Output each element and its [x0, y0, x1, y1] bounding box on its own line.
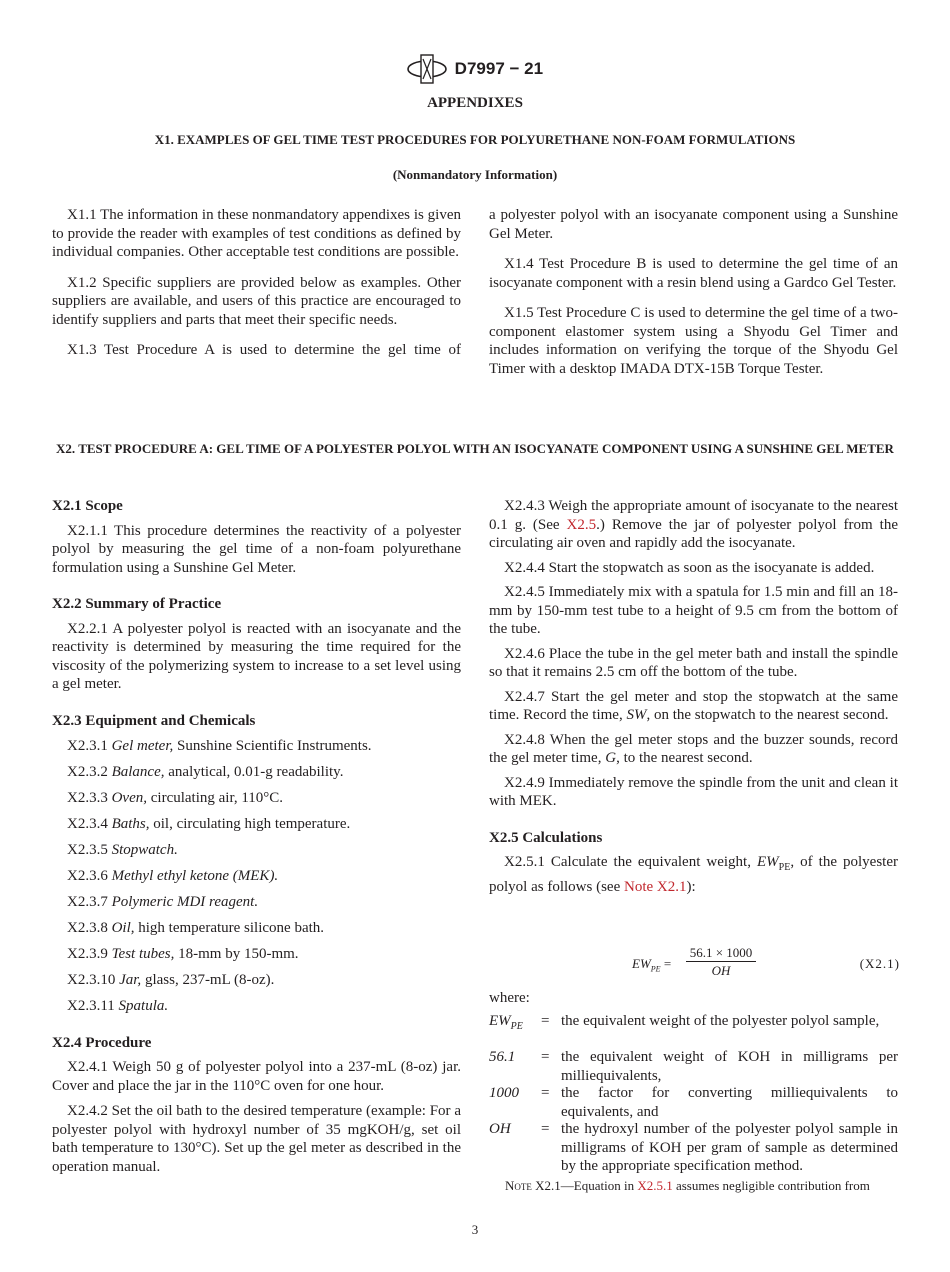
- document-page: D7997 − 21 APPENDIXES X1. EXAMPLES OF GEL TIME TEST PROCEDURES FOR POLYURETHANE NON-FOAM FORMULATIONS (Nonmandatory Information) X1.1 The information in these nonmandatory appendixes is given to provide the reader with examples of test conditions as defined by individual companies. Other acceptable test conditions are possible. X1.2 Specific suppliers are provided below as examples. Other suppliers are available, and users of this practice are encouraged to identify suppliers and parts that meet their specific needs. X1.3 Test Procedure A is used to determine the gel time of a polyester polyol with an isocyanate component using a Sunshine Gel Meter. X1.4 Test Procedure B is used to determine the gel time of an isocyanate component with a resin blend using a Gardco Gel Tester. X1.5 Test Procedure C is used to determine the gel time of a two-component elastomer system using a Shyodu Gel Timer and includes information on verifying the torque of the Shyodu Gel Timer with a desktop IMADA DTX-15B Torque Tester. X2. TEST PROCEDURE A: GEL TIME OF A POLYESTER POLYOL WITH AN ISOCYANATE COMPONENT USING A SUNSHINE GEL METER X2.1 Scope X2.1.1 This procedure determines the reactivity of a polyester polyol by measuring the gel time of a non-foam polyurethane formulation using a Sunshine Gel Meter. X2.2 Summary of Practice X2.2.1 A polyester polyol is reacted with an isocyanate and the reactivity is determined by measuring the time required for the viscosity of the polymerizing system to increase to a set level using a gel meter. X2.3 Equipment and Chemicals X2.3.1 Gel meter, Sunshine Scientific Instruments. X2.3.2 Balance, analytical, 0.01-g readability. X2.3.3 Oven, circulating air, 110°C. X2.3.4 Baths, oil, circulating high temperature. X2.3.5 Stopwatch. X2.3.6 Methyl ethyl ketone (MEK). X2.3.7 Polymeric MDI reagent. X2.3.8 Oil, high temperature silicone bath. X2.3.9 Test tubes, 18-mm by 150-mm. X2.3.10 Jar, glass, 237-mL (8-oz). X2.3.11 Spatula. X2.4 Procedure X2.4.1 Weigh 50 g of polyester polyol into a 237-mL (8-oz) jar. Cover and place the jar in the 110°C oven for one hour. X2.4.2 Set the oil bath to the desired temperature (example: For a polyester polyol with hydroxyl number of 35 mgKOH/g, set oil bath temperature to 130°C). Set up the gel meter as described in the operation manual. X2.4.3 Weigh the appropriate amount of isocyanate to the nearest 0.1 g. (See X2.5.) Remove the jar of polyester polyol from the circulating air oven and rapidly add the isocyanate. X2.4.4 Start the stopwatch as soon as the isocyanate is added. X2.4.5 Immediately mix with a spatula for 1.5 min and fill an 18-mm by 150-mm test tube to a height of 9.5 cm from the bottom of the tube. X2.4.6 Place the tube in the gel meter bath and install the spindle so that it remains 2.5 cm off the bottom of the tube. X2.4.7 Start the gel meter and stop the stopwatch at the same time. Record the time, SW, on the stopwatch to the nearest second. X2.4.8 When the gel meter stops and the buzzer sounds, record the gel meter time, G, to the nearest second. X2.4.9 Immediately remove the spindle from the unit and clean it with MEK. X2.5 Calculations X2.5.1 Calculate the equivalent weight, $EW_{PE}$, of the polyester polyol as follows (see Note X2.1): $EW_{PE}$ = $\frac{56.1 \times 1000}{OH}$ (X2.1) where: $EW_{PE}$ = the equivalent weight of the polyester polyol sample, 56.1 = the equivalent weight of KOH in milligrams per milliequivalents, 1000 = the factor for converting milliequivalents to equivalents, and OH = the hydroxyl number of the polyester polyol sample in milligrams of KOH per gram of sample as determined by the appropriate specification method. Note X2.1—Equation in X2.5.1 assumes negligible contribution from 3: [0, 0, 950, 1272]
- note-x2-1: Note X2.1—Equation in X2.5.1 assumes negligible contribution from: [505, 1178, 870, 1193]
- equipment-item: X2.3.3 Oven, circulating air, 110°C.: [67, 790, 284, 806]
- x1-paragraph-3: X1.3 Test Procedure A is used to determine the gel time of: [67, 342, 461, 358]
- calculation-step-1: X2.5.1 Calculate the equivalent weight, $EW_{PE}$, of the polyester polyol as follows (see Note X2.1):: [489, 854, 898, 895]
- x1-paragraph-5: X1.5 Test Procedure C is used to determine the gel time of a two-component elastomer system using a Shyodu Gel Timer and includes information on verifying the torque of the Shyodu Gel Timer with a desktop IMADA DTX-15B Torque Tester.: [489, 305, 898, 377]
- summary-text: X2.2.1 A polyester polyol is reacted with an isocyanate and the reactivity is determined by measuring the time required for the viscosity of the polymerizing system to increase to a set level using a gel meter.: [52, 620, 461, 692]
- x1-right-column: [489, 206, 898, 378]
- document-designation: D7997 − 21: [454, 58, 544, 78]
- equipment-item: X2.3.8 Oil, high temperature silicone bath.: [67, 920, 325, 936]
- procedure-step-5: X2.4.5 Immediately mix with a spatula for 1.5 min and fill an 18-mm by 150-mm test tube to a height of 9.5 cm from the bottom of the tube.: [489, 584, 898, 637]
- equipment-item: X2.3.10 Jar, glass, 237-mL (8-oz).: [67, 972, 275, 988]
- scope-text: X2.1.1 This procedure determines the reactivity of a polyester polyol by measuring the gel time of a non-foam polyurethane formulation using a Sunshine Gel Meter.: [52, 522, 461, 576]
- equation-x2-1: [600, 944, 900, 980]
- scope-heading: X2.1 Scope: [52, 498, 123, 514]
- x1-paragraph-2: X1.2 Specific suppliers are provided below as examples. Other suppliers are available, and users of this practice are encouraged to identify suppliers and parts that meet their specific needs.: [52, 274, 461, 328]
- procedure-step-1: X2.4.1 Weigh 50 g of polyester polyol into a 237-mL (8-oz) jar. Cover and place the jar in the 110°C oven for one hour.: [52, 1059, 461, 1094]
- equipment-item: X2.3.1 Gel meter, Sunshine Scientific Instruments.: [67, 738, 372, 754]
- equipment-item: X2.3.5 Stopwatch.: [67, 842, 178, 858]
- equation-denominator: OH: [711, 963, 731, 978]
- page-number: 3: [471, 1222, 479, 1237]
- equipment-item: X2.3.11 Spatula.: [67, 998, 169, 1014]
- procedure-step-9: X2.4.9 Immediately remove the spindle from the unit and clean it with MEK.: [489, 774, 898, 809]
- procedure-step-4: X2.4.4 Start the stopwatch as soon as the isocyanate is added.: [504, 559, 875, 576]
- x1-subtitle: (Nonmandatory Information): [392, 167, 558, 182]
- equation-number: (X2.1): [859, 956, 900, 971]
- x2-5-1-link[interactable]: X2.5.1: [637, 1178, 673, 1193]
- x2-title: X2. TEST PROCEDURE A: GEL TIME OF A POLYESTER POLYOL WITH AN ISOCYANATE COMPONENT USING A SUNSHINE GEL METER: [56, 441, 894, 456]
- x1-left-column: [52, 206, 461, 360]
- equipment-item: X2.3.6 Methyl ethyl ketone (MEK).: [67, 868, 279, 884]
- x2-5-link[interactable]: X2.5: [566, 516, 597, 533]
- procedure-step-3: X2.4.3 Weigh the appropriate amount of isocyanate to the nearest 0.1 g. (See X2.5.) Remove the jar of polyester polyol from the circulating air oven and rapidly add the isocyanate.: [489, 498, 898, 551]
- equipment-list: [52, 737, 461, 1016]
- procedure-step-6: X2.4.6 Place the tube in the gel meter bath and install the spindle so that it remains 2.5 cm off the bottom of the tube.: [489, 645, 898, 680]
- page-header: [0, 54, 950, 84]
- procedure-step-2: X2.4.2 Set the oil bath to the desired temperature (example: For a polyester polyol with hydroxyl number of 35 mgKOH/g, set oil bath temperature to 130°C). Set up the gel meter as described in the operation manual.: [52, 1103, 461, 1175]
- procedure-step-7: X2.4.7 Start the gel meter and stop the stopwatch at the same time. Record the time, SW, on the stopwatch to the nearest second.: [489, 688, 898, 723]
- equipment-item: X2.3.2 Balance, analytical, 0.01-g readability.: [67, 764, 344, 780]
- summary-heading: X2.2 Summary of Practice: [52, 596, 222, 612]
- x1-paragraph-1: X1.1 The information in these nonmandatory appendixes is given to provide the reader with examples of test conditions as defined by individual companies. Other acceptable test conditions are possible.: [52, 207, 461, 260]
- procedure-heading: X2.4 Procedure: [52, 1034, 152, 1051]
- equipment-heading: X2.3 Equipment and Chemicals: [52, 712, 256, 729]
- equipment-item: X2.3.9 Test tubes, 18-mm by 150-mm.: [67, 946, 299, 962]
- astm-logo-icon: [407, 54, 447, 84]
- equation-fraction: [686, 944, 756, 979]
- equation-lhs: $EW_{PE}$ =: [632, 956, 672, 974]
- x1-paragraph-4: X1.4 Test Procedure B is used to determine the gel time of an isocyanate component with a resin blend using a Gardco Gel Tester.: [489, 256, 898, 291]
- x2-right-column: [489, 497, 898, 896]
- equipment-item: X2.3.4 Baths, oil, circulating high temperature.: [67, 816, 351, 832]
- note-x2-1-link[interactable]: Note X2.1: [623, 878, 687, 895]
- where-label: where:: [489, 990, 530, 1006]
- x1-title: X1. EXAMPLES OF GEL TIME TEST PROCEDURES FOR POLYURETHANE NON-FOAM FORMULATIONS: [154, 132, 796, 147]
- appendixes-title: APPENDIXES: [427, 95, 523, 111]
- equipment-item: X2.3.7 Polymeric MDI reagent.: [67, 894, 259, 910]
- procedure-step-8: X2.4.8 When the gel meter stops and the buzzer sounds, record the gel meter time, G, to the nearest second.: [489, 731, 898, 766]
- equation-numerator: 56.1 × 1000: [686, 944, 756, 962]
- x2-left-column: [52, 497, 461, 1176]
- x1-paragraph-3-continued: a polyester polyol with an isocyanate component using a Sunshine Gel Meter.: [489, 207, 898, 242]
- calculations-heading: X2.5 Calculations: [489, 829, 603, 846]
